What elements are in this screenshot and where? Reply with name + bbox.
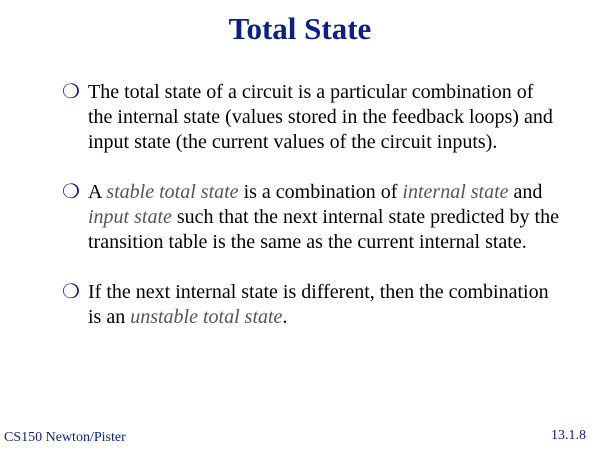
bullet-circle-icon: ❍ — [62, 281, 80, 303]
italic-term: unstable total state — [130, 306, 283, 328]
text-segment: If the next internal state is different, then the combination is an — [88, 281, 549, 328]
text-segment: . — [282, 306, 288, 328]
bullet-text — [88, 281, 549, 328]
bullet-list — [62, 80, 562, 355]
bullet-item — [62, 80, 562, 155]
italic-term: internal state — [402, 181, 509, 203]
bullet-circle-icon: ❍ — [62, 181, 80, 203]
slide-title: Total State — [228, 11, 372, 46]
footer-course-label: CS150 Newton/Pister — [4, 430, 126, 445]
text-segment: is a combination of — [238, 181, 403, 203]
bullet-circle-icon: ❍ — [62, 81, 80, 103]
text-segment: A — [88, 181, 107, 203]
italic-term: input state — [88, 206, 172, 228]
text-segment: and — [508, 181, 543, 203]
italic-term: stable total state — [106, 181, 239, 203]
bullet-text — [88, 181, 559, 253]
text-segment: The total state of a circuit is a particular combination of the internal state (values stored in the feedback loops) and input state (the current values of the circuit inputs). — [88, 81, 553, 153]
bullet-item — [62, 180, 562, 255]
bullet-item — [62, 280, 562, 330]
footer-slide-number: 13.1.8 — [551, 428, 586, 443]
bullet-text — [88, 81, 553, 153]
text-segment: such that the next internal state predicted by the transition table is the same as the current internal state. — [88, 206, 559, 253]
